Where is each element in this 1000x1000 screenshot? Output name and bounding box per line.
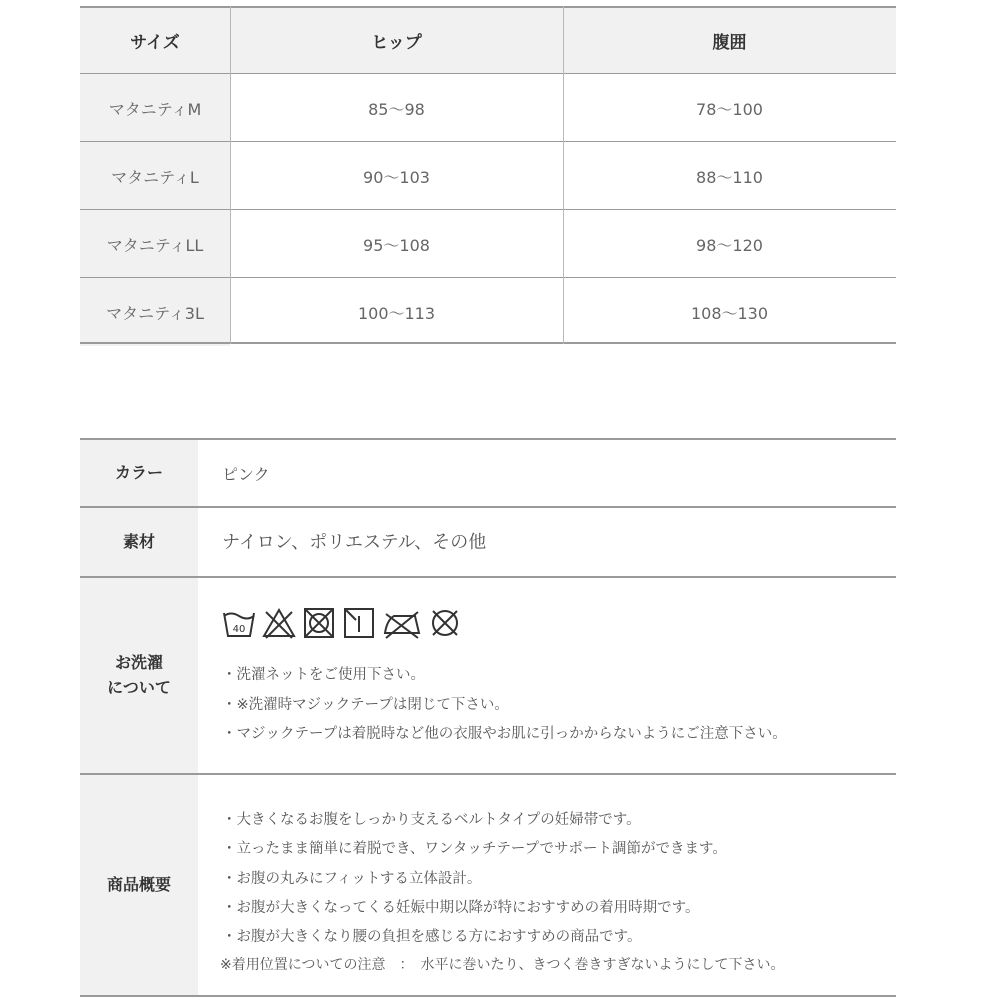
divider xyxy=(80,438,896,440)
no-tumble-dry-icon xyxy=(302,606,336,640)
header-size: サイズ xyxy=(130,32,180,53)
laundry-label xyxy=(80,576,198,773)
hip-value: 100～113 xyxy=(357,303,436,323)
divider xyxy=(80,141,896,142)
size-table-header-row xyxy=(80,6,896,74)
laundry-label-line2: について xyxy=(107,677,171,697)
size-table xyxy=(80,6,896,344)
overview-note: ・立ったまま簡単に着脱でき、ワンタッチテープでサポート調節ができます。 xyxy=(222,841,727,857)
header-waist: 腹囲 xyxy=(712,32,747,53)
overview-note: ・お腹が大きくなってくる妊娠中期以降が特におすすめの着用時期です。 xyxy=(222,900,700,916)
material-value: ナイロン、ポリエステル、その他 xyxy=(222,532,487,553)
no-dry-clean-icon xyxy=(428,606,462,640)
table-row xyxy=(80,74,896,142)
divider xyxy=(80,506,896,508)
size-name: マタニティ3L xyxy=(80,278,230,346)
waist-value: 98～120 xyxy=(696,235,763,255)
divider xyxy=(563,6,564,344)
material-label: 素材 xyxy=(80,506,198,576)
table-row xyxy=(80,210,896,278)
divider xyxy=(80,73,896,74)
no-iron-icon xyxy=(382,606,422,640)
divider xyxy=(80,6,896,8)
product-info-table xyxy=(80,438,896,998)
waist-value: 88～110 xyxy=(696,167,763,187)
info-row-material xyxy=(80,506,896,576)
laundry-note: ・マジックテープは着脱時など他の衣服やお肌に引っかからないようにご注意下さい。 xyxy=(222,726,787,742)
overview-note: ・お腹が大きくなり腰の負担を感じる方におすすめの商品です。 xyxy=(222,929,642,945)
table-row xyxy=(80,142,896,210)
hang-dry-shade-icon xyxy=(342,606,376,640)
info-row-laundry xyxy=(80,576,896,773)
size-name: マタニティM xyxy=(80,74,230,142)
divider xyxy=(80,277,896,278)
size-name: マタニティLL xyxy=(80,210,230,278)
divider xyxy=(80,342,896,344)
laundry-note: ・※洗濯時マジックテープは閉じて下さい。 xyxy=(222,697,509,713)
divider xyxy=(80,995,896,997)
table-row xyxy=(80,278,896,346)
waist-value: 78～100 xyxy=(696,99,763,119)
info-row-overview xyxy=(80,773,896,996)
hip-value: 90～103 xyxy=(363,167,430,187)
divider xyxy=(80,209,896,210)
overview-note: ・お腹の丸みにフィットする立体設計。 xyxy=(222,871,482,887)
info-row-color xyxy=(80,438,896,506)
wash-40-icon xyxy=(222,606,256,640)
overview-label: 商品概要 xyxy=(80,773,198,996)
overview-note: ・大きくなるお腹をしっかり支えるベルトタイプの妊婦帯です。 xyxy=(222,812,641,828)
hip-value: 95～108 xyxy=(363,235,430,255)
header-hip: ヒップ xyxy=(371,32,422,53)
laundry-label-line1: お洗濯 xyxy=(114,652,163,672)
overview-note: ※着用位置についての注意 ： 水平に巻いたり、きつく巻きすぎないようにして下さい。 xyxy=(220,957,785,973)
divider xyxy=(80,773,896,775)
waist-value: 108～130 xyxy=(690,303,769,323)
wash-temp: 40 xyxy=(232,624,246,635)
hip-value: 85～98 xyxy=(368,99,425,119)
divider xyxy=(80,576,896,578)
size-name: マタニティL xyxy=(80,142,230,210)
color-value: ピンク xyxy=(222,465,270,484)
care-icons xyxy=(222,606,462,640)
no-bleach-icon xyxy=(262,606,296,640)
divider xyxy=(230,6,231,344)
laundry-note: ・洗濯ネットをご使用下さい。 xyxy=(222,667,425,683)
color-label: カラー xyxy=(80,438,198,506)
